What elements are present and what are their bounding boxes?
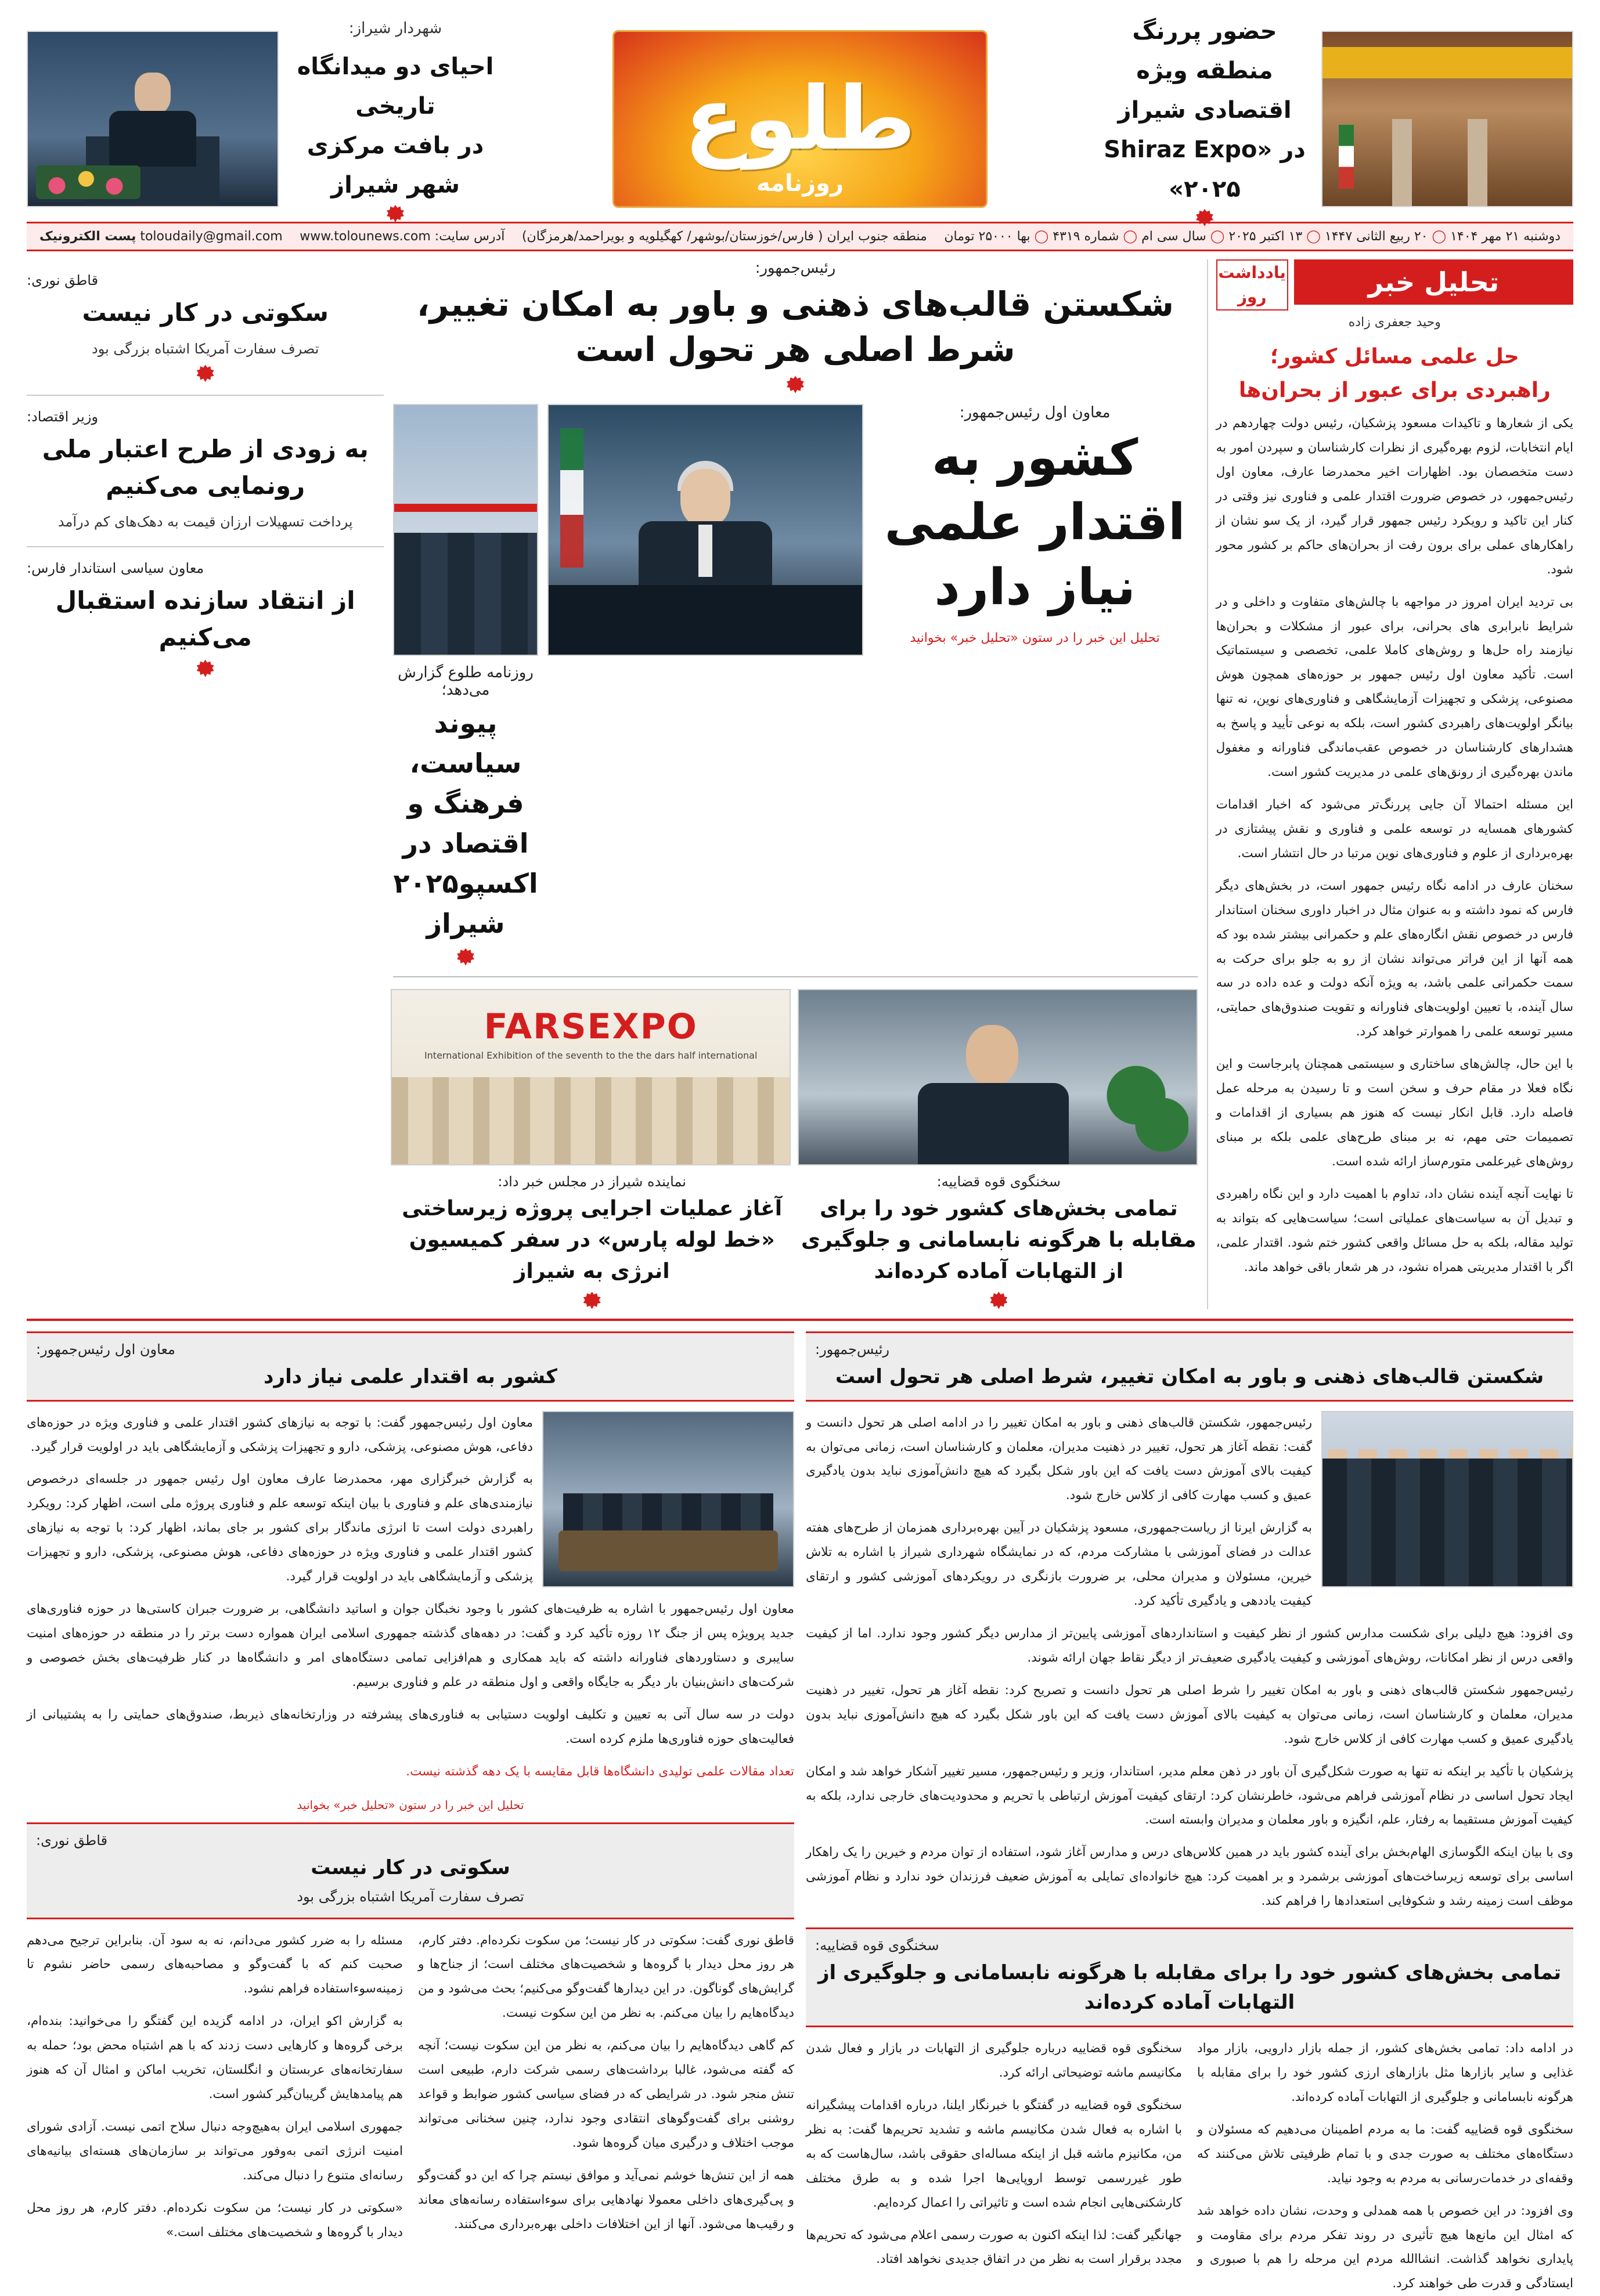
lower-section bbox=[27, 1319, 1573, 2296]
email-info bbox=[31, 229, 291, 244]
price: بها ۲۵۰۰۰ تومان bbox=[944, 229, 1030, 244]
rail-sub-0: تصرف سفارت آمریکا اشتباه بزرگی بود bbox=[92, 341, 319, 357]
lower-right-read-more[interactable]: تحلیل این خبر را در ستون «تحلیل خبر» بخوانید bbox=[297, 1797, 524, 1812]
right-teaser-line1: احیای دو میدانگاه تاریخی bbox=[297, 53, 494, 120]
lower-left-header bbox=[806, 1331, 1573, 1402]
lower-left-sub-paragraph2: جهانگیر گفت: لذا اینکه اکنون به صورت رسمی اعلام می‌شود که تحریم‌ها مجدد برقرار است به نظر من در اتفاق جدیدی نخواهد افتاد. bbox=[806, 2228, 1182, 2267]
analysis-paragraph: این مسئله احتمالا آن جایی پررنگ‌تر می‌شود که اخبار اقدامات کشورهای همسایه در توسعه علمی و فناوری و نقش پیشتازی در بهره‌برداری از علوم و فناوری‌های نوین مرتبا در حال انتشار است. bbox=[1216, 797, 1573, 861]
website-url[interactable]: www.tolounews.com bbox=[300, 229, 431, 244]
vp-photo bbox=[547, 404, 863, 656]
hero-row bbox=[393, 404, 1197, 966]
judiciary-story bbox=[800, 989, 1198, 1309]
issue-number: شماره ۴۳۱۹ bbox=[1053, 229, 1119, 244]
expo-kicker: روزنامه طلوع گزارش می‌دهد؛ bbox=[398, 663, 534, 699]
analysis-body bbox=[1216, 411, 1573, 1279]
vp-headline[interactable]: کشور به اقتدار علمی نیاز دارد bbox=[884, 428, 1185, 617]
lower-right-body bbox=[27, 1411, 794, 1792]
masthead-logo bbox=[513, 23, 1087, 215]
analysis-paragraph: سخنان عارف در ادامه نگاه رئیس جمهور است، در بخش‌های دیگر فارس که نمود داشته و به عنوان مثال در اخبار داوری سخنان استاندار فارس در خصوص نقش انگاره‌های علم و حکمرانی بیشتر شده بود که همه آنها از این فراتر می‌تواند نشان از رو به جلو برای حرکت به سمت حکمرانی علمی باشد، به ویژه آنکه دولت و عده داده در سه سال آینده، با تعیین اولویت‌های فناورانه و تقویت صندوق‌های حمایتی، مسیر توسعه علمی را هموارتر خواهد کرد. bbox=[1216, 878, 1573, 1039]
secondary-stories bbox=[393, 989, 1197, 1309]
lower-left-sub-paragraph2: سخنگوی قوه قضاییه در گفتگو با خبرنگار ایلنا، درباره اقدامات پیشگیرانه با اشاره به فعال شدن مکانیسم ماشه و تشدید تحریم‌ها گفت: به نظر من، مکانیزم ماشه قبل از اینکه مساله‌ای حقوقی باشد، سال‌هاست که به طور غیررسمی توسط اروپایی‌ها اجرا شده و به طرق مختلف کارشکنی‌هایی انجام شده است و تاثیراتی را اعمال کرده‌ایم. bbox=[806, 2098, 1182, 2210]
star-bullet-icon bbox=[387, 205, 404, 222]
vp-kicker: معاون اول رئیس‌جمهور: bbox=[959, 403, 1111, 421]
judiciary-kicker: سخنگوی قوه قضاییه: bbox=[936, 1173, 1061, 1190]
lower-right-sub-paragraph: «سکوتی در کار نیست؛ من سکوت نکرده‌ام. دفتر کارم، هر روز محل دیدار با گروه‌ها و شخصیت‌های مختلف است.» bbox=[27, 2200, 403, 2240]
lower-left-paragraph: رئیس‌جمهور، شکستن قالب‌های ذهنی و باور به امکان تغییر را در ادامه اصلی هر تحول دانست و گفت: نقطه آغاز هر تحول، تغییر در ذهنیت مدیران، معلمان و کارشناسان است، زمانی می‌توان به کیفیت بالای آموزش دست یافت که این باور شکل بگیرد که هیچ دانش‌آموزی نباید بدون یادگیری عمیق و کسب مهارت کافی از کلاس خارج شود. bbox=[806, 1415, 1312, 1503]
newspaper-logo bbox=[612, 30, 988, 208]
main-column bbox=[393, 259, 1197, 1309]
left-teaser-line1: منطقه ویژه اقتصادی شیراز bbox=[1118, 57, 1292, 124]
analysis-paragraph: بی تردید ایران امروز در مواجهه با چالش‌های متفاوت و داخلی و در شرایط نابرابری های بحرانی، برای عبور از مشکلات و بحران‌ها نیازمند راه حل‌ها و روش‌های کاملا علمی، تخصصی و سیستماتیک است. تأکید معاون اول رئیس جمهور بر حوزه‌های همچون هوش مصنوعی، پزشکی و تجهیزات آزمایشگاهی و فناوری‌های نوین، نه تنها بیانگر اولویت‌های راهبردی کشور است، بلکه به نوعی تأیید و پاسخ به هشدارهای کارشناسان در خصوص عقب‌ماندگی فناورانه و مغفول ماندن بهره‌گیری از رونق‌های علمی در مدیریت کشور است. bbox=[1216, 594, 1573, 780]
judiciary-headline[interactable]: تمامی بخش‌های کشور خود را برای مقابله با هرگونه نابسامانی و جلوگیری از التهابات آماده کرده‌اند bbox=[801, 1196, 1197, 1283]
analysis-red-header: تحلیل خبر bbox=[1294, 259, 1573, 305]
analysis-paragraph: تا نهایت آنچه آینده نشان داد، تداوم با اهمیت دارد و این نگاه راهبردی و تبدیل آن به سیاست‌های عملیاتی است؛ سیاست‌هایی که بتواند به تولید مقاله، بلکه به حل مسائل واقعی کشور ختم شود. اقتدار علمی، اگر با اقتدار مدیریتی همراه نشود، در هر شعار باقی خواهد ماند. bbox=[1216, 1186, 1573, 1275]
lower-right-sub-kicker: قاطق نوری: bbox=[36, 1832, 108, 1849]
website-label: آدرس سایت: bbox=[434, 229, 505, 244]
masthead-left-teaser bbox=[1097, 18, 1573, 215]
lower-right-paragraph: معاون اول رئیس‌جمهور با اشاره به ظرفیت‌های کشور با وجود نخبگان جوان و اساتید دانشگاهی، بر ضرورت جبران کاستی‌ها در حوزه فناوری‌های جدید پرویژه پس از جنگ ۱۲ روزه تأکید کرد و گفت: در دهه‌های گذشته جمهوری اسلامی ایران همواره دست برتر را در منطقه در حوزه‌های امنیت سایبری و دستاوردهای فناورانه داشته که باید همکاری و هم‌افزایی تمامی دستگاه‌های امر و دانشگاه‌ها در کنار ظرفیت‌های بخش خصوصی و شرکت‌های دانش‌بنیان بار دیگر به جایگاه واقعی و اول منطقه در علم و فناوری برسیم. bbox=[27, 1602, 794, 1689]
lower-right-story bbox=[27, 1331, 794, 2296]
lower-right-sub-paragraph: جمهوری اسلامی ایران به‌هیچ‌وجه دنبال سلاح اتمی نیست. آزادی شورای امنیت انرژی اتمی به‌وفور می‌تواند بر سازمان‌های هسته‌ای بیانیه‌های رسانه‌ای متنوع را دنبال می‌کند. bbox=[27, 2119, 403, 2183]
date-solar: دوشنبه ۲۱ مهر ۱۴۰۴ bbox=[1450, 229, 1561, 244]
rail-kicker-2: معاون سیاسی استاندار فارس: bbox=[27, 559, 204, 576]
vp-read-more[interactable]: تحلیل این خبر را در ستون «تحلیل خبر» بخوانید bbox=[910, 630, 1160, 645]
lower-left-sub-kicker: سخنگوی قوه قضاییه: bbox=[815, 1937, 939, 1954]
mayor-speech-photo bbox=[27, 31, 279, 207]
rail-item-2[interactable] bbox=[27, 547, 384, 690]
rail-headline-1[interactable]: به زودی از طرح اعتبار ملی رونمایی می‌کنیم bbox=[42, 435, 369, 500]
expo-block bbox=[393, 404, 538, 966]
lower-left-paragraph: به گزارش ایرنا از ریاست‌جمهوری، مسعود پزشکیان در آیین بهره‌برداری همزمان از طرح‌های هفته عدالت در فضای آموزشی با مشارکت مردم، که در نمایشگاه شهرداری شیراز با اشاره به تلاش خیرین، مسئولان و مدیران محلی، بر ضرورت بازنگری در رویکردهای آموزشی کشور و ارتقای کیفیت یاددهی و یادگیری تأکید کرد. bbox=[806, 1521, 1312, 1609]
lower-right-sub-paragraph: مسئله را به ضرر کشور می‌دانم، نه به سود آن. بنابراین ترجیح می‌دهم صحبت کنم که با گفت‌وگو و مصاحبه‌های رسمی حاضر نشوم تا زمینه‌سوءاستفاده فراهم نشود. bbox=[27, 1933, 403, 1997]
email-label: پست الکترونیک bbox=[39, 229, 136, 244]
rail-item-0[interactable] bbox=[27, 259, 384, 396]
note-of-the-day-label: یادداشت روز bbox=[1216, 259, 1288, 311]
school-group-photo bbox=[1321, 1411, 1573, 1587]
lower-right-sub-dek: تصرف سفارت آمریکا اشتباه بزرگی بود bbox=[297, 1888, 524, 1905]
rail-kicker-1: وزیر اقتصاد: bbox=[27, 409, 99, 425]
rail-item-1[interactable] bbox=[27, 396, 384, 547]
lower-right-kicker: معاون اول رئیس‌جمهور: bbox=[36, 1341, 175, 1358]
lower-left-body bbox=[806, 1411, 1573, 1922]
lower-right-paragraph: دولت در سه سال آتی به تعیین و تکلیف اولویت دستیابی به فناوری‌های پیشرفته در وزارتخانه‌های ذیربط، صندوق‌های حمایتی را به پشتیبانی از فعالیت‌های حوزه فناوری‌ها ملزم کرده است. bbox=[27, 1707, 794, 1746]
meeting-room-photo bbox=[542, 1411, 794, 1587]
masthead-right-teaser bbox=[27, 19, 503, 215]
star-bullet-icon bbox=[1196, 209, 1213, 226]
rail-kicker-0: قاطق نوری: bbox=[27, 272, 99, 288]
lower-left-sub-body bbox=[806, 2037, 1573, 2296]
logo-word: طلوع bbox=[684, 68, 916, 169]
date-gregorian: ۱۳ اکتبر ۲۰۲۵ bbox=[1228, 229, 1303, 244]
lower-right-sub-header bbox=[27, 1822, 794, 1919]
lower-left-sub-headline[interactable]: تمامی بخش‌های کشور خود را برای مقابله با هرگونه نابسامانی و جلوگیری از التهابات آماده کرده‌اند bbox=[817, 1961, 1562, 2015]
lower-left-paragraph: رئیس‌جمهور شکستن قالب‌های ذهنی و باور به امکان تغییر را شرط اصلی هر تحول دانست و تصریح کرد: نقطه آغاز هر تحول، تغییر در ذهنیت مدیران، معلمان و کارشناسان است، زمانی می‌توان به کیفیت بالای آموزش دست یافت که این باور شکل بگیرد که هیچ دانش‌آموزی نباید بدون یادگیری عمیق و کسب مهارت کافی از کلاس خارج شود. bbox=[806, 1683, 1573, 1746]
lower-left-paragraph: وی افزود: هیچ دلیلی برای شکست مدارس کشور از نظر کیفیت و استانداردهای آموزشی پایین‌تر از مدارس دیگر کشور وجود ندارد. اما از کیفیت واقعی درس از نظر امکانات، روش‌های آموزشی و کیفیت یادگیری ضعیف‌تر از دیگر نقاط جهان ارائه شوند. bbox=[806, 1626, 1573, 1665]
issue-info: دوشنبه ۲۱ مهر ۱۴۰۴ ◯ ۲۰ ربیع الثانی ۱۴۴۷ ◯ ۱۳ اکتبر ۲۰۲۵ ◯ سال سی ام ◯ شماره ۴۳۱۹ ◯ بها ۲۵۰۰۰ تومان bbox=[944, 229, 1561, 244]
lower-right-header bbox=[27, 1331, 794, 1402]
right-teaser-line2: در بافت مرکزی شهر شیراز bbox=[307, 132, 484, 199]
lower-left-paragraph: پزشکیان با تأکید بر اینکه نه تنها به صورت شکل‌گیری آن باور در ذهن معلم مدیر، استاندار، وزیر و رئیس‌جمهور، مسیر تغییر آشکار خواهد شد و امکان ایجاد تحول اساسی در نظام آموزشی فراهم می‌شود، خاطرنشان کرد: ارتقای کیفیت آموزش ارتباطی با تحریم و محدودیت‌های خارجی ندارد، بلکه به کیفیت آموزش مستقیما به رفتار، علم، انگیزه و باور معلمان و مدیران وابسته است. bbox=[806, 1764, 1573, 1828]
volume-year: سال سی ام bbox=[1141, 229, 1206, 244]
website-info bbox=[291, 229, 513, 244]
masthead bbox=[27, 18, 1573, 215]
analysis-column bbox=[1207, 259, 1573, 1309]
right-rail bbox=[27, 259, 384, 1309]
president-kicker: رئیس‌جمهور: bbox=[755, 259, 836, 277]
logo-subtitle: روزنامه bbox=[756, 170, 844, 197]
lower-right-sub-headline[interactable]: سکوتی در کار نیست bbox=[311, 1855, 510, 1879]
analysis-paragraph: یکی از شعارها و تاکیدات مسعود پزشکیان، رئیس دولت چهاردهم در ایام انتخابات، لزوم بهره‌گیری از نظرات کارشناسان و سپردن امور به دست متخصصان بود. اظهارات اخیر محمدرضا عارف، معاون اول رئیس‌جمهور، در خصوص ضرورت اقتدار علمی و فناوری نیز وقتی در کنار این تاکید و رویکرد رئیس جمهور قرار گیرد، از یک سو نشان از راهکارهای عملی برای برون رفت از بحران‌های حاکم بر کشور محور شود. bbox=[1216, 416, 1573, 577]
lower-left-sub-paragraph2: سخنگوی قوه قضاییه درباره جلوگیری از التهابات در بازار و فعال شدن مکانیسم ماشه توضیحاتی ارائه کرد. bbox=[806, 2041, 1182, 2081]
lower-left-kicker: رئیس‌جمهور: bbox=[815, 1341, 889, 1358]
analysis-title-line2: راهبردی برای عبور از بحران‌ها bbox=[1238, 378, 1551, 402]
expo-poster-word2: EXPO bbox=[587, 1006, 698, 1047]
coverage-area: منطقه جنوب ایران ( فارس/خوزستان/بوشهر/ کهگیلویه و بویراحمد/هرمزگان) bbox=[521, 229, 927, 244]
left-teaser-line2: در «Shiraz Expo ۲۰۲۵» bbox=[1104, 136, 1306, 203]
lower-right-sub-paragraph: به گزارش اکو ایران، در ادامه گزیده این گفتگو را می‌خوانید: بنده‌ام، برخی گروه‌ها و کارهایی دست زدند که با هم اشتباه محض بود؛ حمله به سفارتخانه‌های عربستان و انگلستان، تخریب اماکن و امثال آن که هنوز هم پیامدهایش گریبان‌گیر کشور است. bbox=[27, 2014, 403, 2102]
expo-booth-photo bbox=[1321, 31, 1573, 207]
star-bullet-icon bbox=[583, 1292, 601, 1309]
star-bullet-icon bbox=[197, 660, 214, 677]
lower-right-paragraph-highlight: تعداد مقالات علمی تولیدی دانشگاه‌ها قابل مقایسه با یک دهه گذشته نیست. bbox=[406, 1764, 794, 1779]
masthead-right-text bbox=[288, 16, 503, 222]
masthead-left-text bbox=[1097, 12, 1312, 226]
rail-headline-2[interactable]: از انتقاد سازنده استقبال می‌کنیم bbox=[55, 586, 355, 651]
star-bullet-icon bbox=[197, 364, 214, 382]
expo-ribbon-photo bbox=[393, 404, 538, 656]
lower-left-sub-paragraph: وی افزود: در این خصوص با همه همدلی و وحدت، نشان داده خواهد شد که امثال این مانع‌ها هیچ تأثیری در روند تفکر مردم برای مقاومت و پایداری نخواهد گذاشت. انشاالله مردم این مرحله را هم با صبوری و ایستادگی و قدرت طی خواهند کرد. bbox=[1197, 2203, 1573, 2291]
majlis-story bbox=[393, 989, 791, 1309]
lower-right-paragraph: معاون اول رئیس‌جمهور گفت: با توجه به نیازهای کشور اقتدار علمی و فناوری ویژه در حوزه‌های دفاعی، هوش مصنوعی، پزشکی، دارو و تجهیزات پزشکی و آزمایشگاهی باید در اولویت قرار گیرد. bbox=[27, 1415, 533, 1454]
lower-left-paragraph: وی با بیان اینکه الگوسازی الهام‌بخش برای آینده کشور باید در همین کلاس‌های درس و مدارس آغاز شود، استفاده از توان مردم و خیرین را یک راهکار اساسی برای توسعه زیرساخت‌های آموزشی برشمرد و بر اهمیت کرد: هیچ خانواده‌ای تمایلی به آموزش ضعیف فرزندان خود ندارد و نظام آموزشی موظف است زمینه رشد و شکوفایی استعدادها را فراهم کند. bbox=[806, 1845, 1573, 1909]
star-bullet-icon bbox=[990, 1292, 1007, 1309]
lower-left-sub-paragraph: سخنگوی قوه قضاییه گفت: ما به مردم اطمینان می‌دهیم که مسئولان و دستگاه‌های مختلف به صورت جدی و با تمام ظرفیتی تلاش می‌کنند که وقفه‌ای در خدمات‌رسانی به مردم به وجود نیاید. bbox=[1197, 2122, 1573, 2186]
expo-headline[interactable]: پیوند سیاست، فرهنگ و اقتصاد در اکسپو۲۰۲۵ شیراز bbox=[393, 707, 538, 939]
expo-poster-subtitle: International Exhibition of the seventh to the the dars half international bbox=[424, 1049, 758, 1061]
lower-left-headline[interactable]: شکستن قالب‌های ذهنی و باور به امکان تغییر، شرط اصلی هر تحول است bbox=[835, 1364, 1544, 1388]
lower-right-sub-paragraph: همه از این تنش‌ها خوشم نمی‌آید و موافق نیستم چرا که این دو گفت‌وگو و پی‌گیری‌های داخلی معمولا نهادهایی برای سوءاستفاده رسانه‌های معاند و رقیب‌ها می‌شود. آنها از این اختلافات داخلی بهره‌برداری می‌کنند. bbox=[418, 2168, 794, 2232]
vp-headline-block bbox=[873, 404, 1198, 645]
president-headline[interactable]: شکستن قالب‌های ذهنی و باور به امکان تغییر، شرط اصلی هر تحول است bbox=[416, 284, 1174, 370]
rail-sub-1: پرداخت تسهیلات ارزان قیمت به دهک‌های کم درآمد bbox=[57, 514, 353, 530]
lower-right-sub-paragraph: کم گاهی دیدگاه‌هایم را بیان می‌کنم، به نظر من این سکوت نیست؛ آنچه که گفته می‌شود، غالبا برداشت‌های رسمی شرکت دارم، طبیعی است تنش منجر شود. در شرایطی که در فضای سیاسی کشور ضوابط و قواعد روشنی برای گفت‌وگوهای انتقادی وجود ندارد، چنین سخنانی می‌تواند موجب اختلاف و درگیری میان گروه‌ها شود. bbox=[418, 2038, 794, 2150]
lower-right-sub-paragraph: قاطق نوری گفت: سکوتی در کار نیست؛ من سکوت نکرده‌ام. دفتر کارم، هر روز محل دیدار با گروه‌ها و شخصیت‌های مختلف است؛ از جناح‌ها و گرایش‌های گوناگون. در این دیدارها گفت‌وگو می‌کنیم؛ بحث می‌شود و من دیدگاه‌هایم را بیان می‌کنم. به نظر من این سکوت نیست. bbox=[418, 1933, 794, 2021]
front-page-columns bbox=[27, 259, 1573, 1309]
left-teaser-kicker: حضور پررنگ bbox=[1132, 18, 1277, 45]
analysis-header bbox=[1216, 259, 1573, 311]
star-bullet-icon bbox=[457, 948, 474, 966]
fars-expo-poster bbox=[391, 989, 791, 1165]
lower-right-sub-body bbox=[27, 1929, 794, 2249]
analysis-paragraph: با این حال، چالش‌های ساختاری و سیستمی همچنان پابرجاست و این نگاه فعلا در مقام حرف و سخن است و تا رسیدن به مرحله عمل فاصله دارد. قابل انکار نیست که هنوز هم بسیاری از اقدامات و تصمیمات حتی مهم، نه بر مبنای طرح‌های علمی بلکه بر مبنای روش‌های غیرعلمی متورم‌ساز ارائه شده است. bbox=[1216, 1057, 1573, 1169]
lower-right-paragraph: به گزارش خبرگزاری مهر، محمدرضا عارف معاون اول رئیس جمهور در جلسه‌ای درخصوص نیازمندی‌های علم و فناوری با بیان اینکه توسعه علم و فناوری پروژه ملی است، اظهار کرد: رویکرد راهبردی دولت است تا انرژی ماندگار برای کشور بر جای بماند، اظهار کرد: با توجه به نیازهای کشور اقتدار علمی و فناوری ویژه در حوزه‌های دفاعی، هوش مصنوعی، پزشکی، دارو و تجهیزات پزشکی و آزمایشگاهی باید در اولویت قرار گیرد. bbox=[27, 1472, 533, 1584]
lower-right-headline[interactable]: کشور به اقتدار علمی نیاز دارد bbox=[264, 1364, 557, 1388]
analysis-title-line1: حل علمی مسائل کشور؛ bbox=[1270, 345, 1519, 369]
majlis-kicker: نماینده شیراز در مجلس خبر داد: bbox=[498, 1173, 686, 1190]
lower-left-sub-paragraph: در ادامه داد: تمامی بخش‌های کشور، از جمله بازار دارویی، بازار مواد غذایی و سایر بازارها مثل بازارهای ارزی کشور خود را برای مقابله با هرگونه نابسامانی و جلوگیری از التهابات آماده کرده‌اند. bbox=[1197, 2041, 1573, 2104]
star-bullet-icon bbox=[787, 376, 804, 394]
rail-headline-0[interactable]: سکوتی در کار نیست bbox=[82, 298, 329, 327]
majlis-headline[interactable]: آغاز عملیات اجرایی پروژه زیرساختی «خط لوله پارس» در سفر کمیسیون انرژی به شیراز bbox=[402, 1196, 783, 1283]
lower-left-story bbox=[806, 1331, 1573, 2296]
expo-poster-word1: FARS bbox=[484, 1006, 588, 1047]
analysis-byline: وحید جعفری زاده bbox=[1348, 315, 1441, 330]
right-teaser-kicker: شهردار شیراز: bbox=[348, 19, 442, 37]
lower-left-sub-header bbox=[806, 1927, 1573, 2027]
judiciary-spokesman-photo bbox=[798, 989, 1198, 1165]
info-bar bbox=[27, 222, 1573, 251]
email-address[interactable]: toloudaily@gmail.com bbox=[140, 229, 283, 244]
date-lunar: ۲۰ ربیع الثانی ۱۴۴۷ bbox=[1324, 229, 1428, 244]
